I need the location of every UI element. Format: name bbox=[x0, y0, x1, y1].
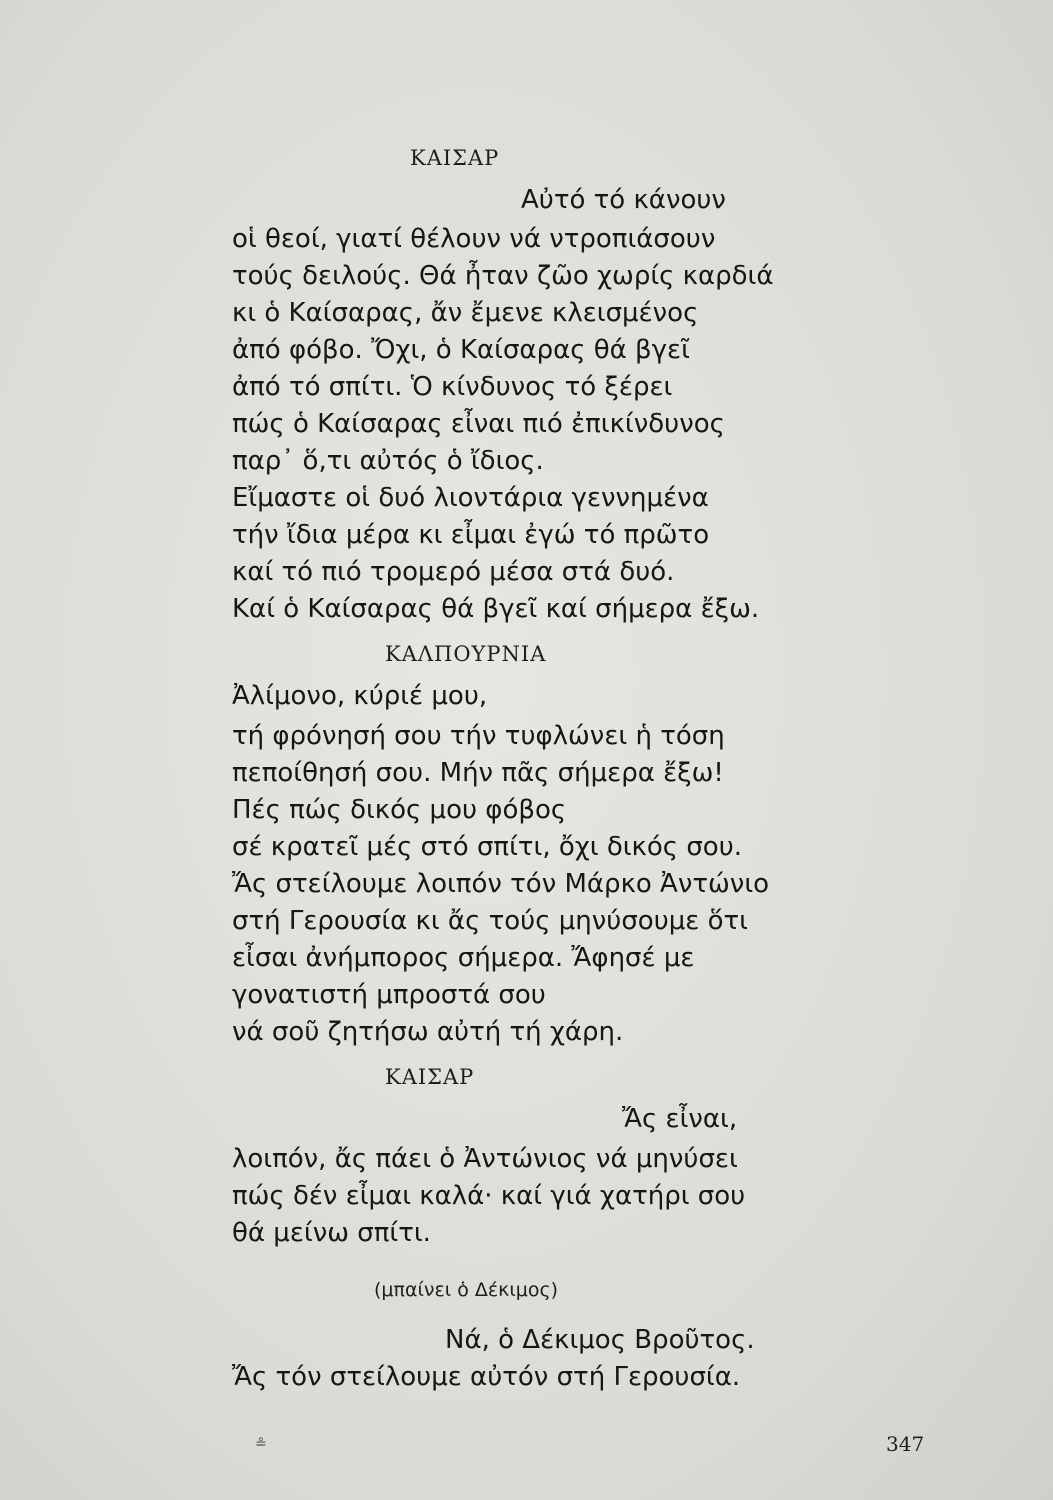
verse-line: εἶσαι ἀνήμπορος σήμερα. Ἄφησέ με bbox=[232, 943, 695, 973]
verse-line: πώς δέν εἶμαι καλά· καί γιά χατήρι σου bbox=[232, 1181, 746, 1211]
verse-line: κι ὁ Καίσαρας, ἄν ἔμενε κλεισμένος bbox=[232, 298, 699, 328]
verse-line: λοιπόν, ἄς πάει ὁ Ἀντώνιος νά μηνύσει bbox=[232, 1144, 738, 1174]
verse-line: Πές πώς δικός μου φόβος bbox=[232, 795, 567, 825]
page-number: 347 bbox=[886, 1432, 925, 1456]
verse-line: καί τό πιό τρομερό μέσα στά δυό. bbox=[232, 557, 675, 587]
verse-line: παρ᾽ ὅ,τι αὐτός ὁ ἴδιος. bbox=[232, 446, 544, 476]
verse-line: σέ κρατεῖ μές στό σπίτι, ὄχι δικός σου. bbox=[232, 832, 743, 862]
verse-line: Ἀλίμονο, κύριέ μου, bbox=[232, 681, 488, 711]
verse-line: Ἄς τόν στείλουμε αὐτόν στή Γερουσία. bbox=[232, 1362, 741, 1392]
verse-line: Καί ὁ Καίσαρας θά βγεῖ καί σήμερα ἔξω. bbox=[232, 594, 760, 624]
verse-line: Εἴμαστε οἱ δυό λιοντάρια γεννημένα bbox=[232, 483, 709, 513]
verse-line: πώς ὁ Καίσαρας εἶναι πιό ἐπικίνδυνος bbox=[232, 409, 725, 439]
verse-line: τούς δειλούς. Θά ἦταν ζῶο χωρίς καρδιά bbox=[232, 261, 774, 291]
verse-line: οἱ θεοί, γιατί θέλουν νά ντροπιάσουν bbox=[232, 224, 716, 254]
verse-line: στή Γερουσία κι ἄς τούς μηνύσουμε ὅτι bbox=[232, 906, 748, 936]
speaker-name: ΚΑΛΠΟΥΡΝΙΑ bbox=[385, 642, 547, 666]
verse-line: νά σοῦ ζητήσω αὐτή τή χάρη. bbox=[232, 1017, 624, 1047]
verse-line: θά μείνω σπίτι. bbox=[232, 1218, 431, 1248]
verse-line: Ἄς εἶναι, bbox=[622, 1104, 738, 1134]
verse-line: τήν ἴδια μέρα κι εἶμαι ἐγώ τό πρῶτο bbox=[232, 520, 710, 550]
verse-line: Ἄς στείλουμε λοιπόν τόν Μάρκο Ἀντώνιο bbox=[232, 869, 770, 899]
verse-line: τή φρόνησή σου τήν τυφλώνει ἡ τόση bbox=[232, 721, 725, 751]
verse-line: Νά, ὁ Δέκιμος Βροῦτος. bbox=[445, 1325, 755, 1355]
verse-line: γονατιστή μπροστά σου bbox=[232, 980, 546, 1010]
verse-line: πεποίθησή σου. Μήν πᾶς σήμερα ἔξω! bbox=[232, 758, 724, 788]
speaker-name: ΚΑΙΣΑΡ bbox=[385, 1065, 475, 1089]
footer-mark: ≗ bbox=[255, 1436, 267, 1452]
verse-line: ἀπό φόβο. Ὄχι, ὁ Καίσαρας θά βγεῖ bbox=[232, 335, 690, 365]
stage-direction: (μπαίνει ὁ Δέκιμος) bbox=[374, 1279, 559, 1301]
verse-line: Αὐτό τό κάνουν bbox=[521, 185, 726, 215]
verse-line: ἀπό τό σπίτι. Ὁ κίνδυνος τό ξέρει bbox=[232, 372, 673, 402]
speaker-name: ΚΑΙΣΑΡ bbox=[410, 146, 500, 170]
